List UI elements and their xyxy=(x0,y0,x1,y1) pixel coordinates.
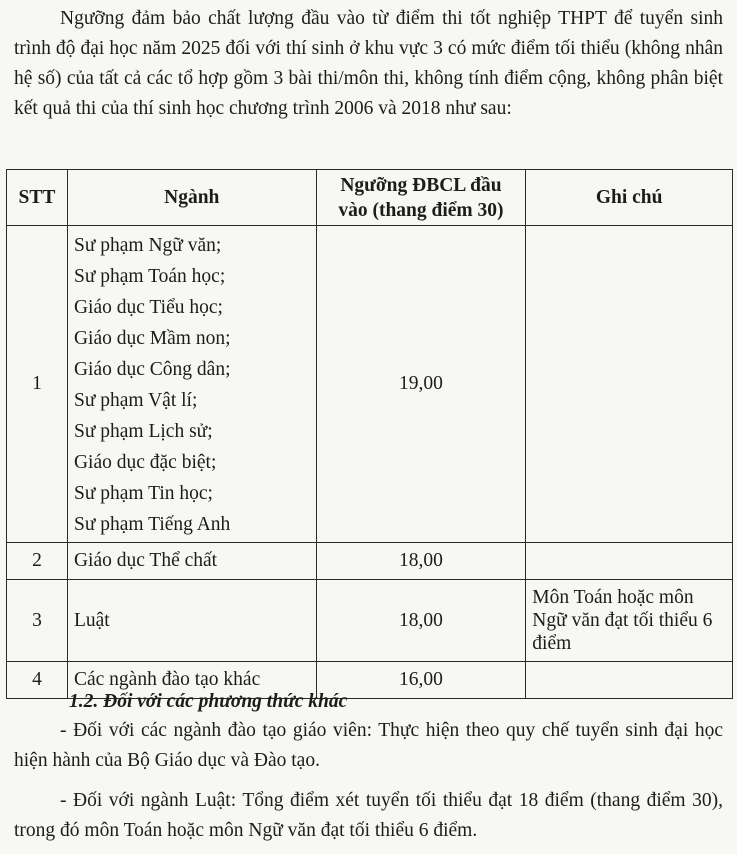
row4-score: 16,00 xyxy=(316,662,526,699)
row1-note xyxy=(526,226,733,543)
row2-stt: 2 xyxy=(7,543,68,580)
row1-majors xyxy=(67,226,316,543)
row3-note: Môn Toán hoặc môn Ngữ văn đạt tối thiểu 6 điểm xyxy=(526,580,733,662)
list-item: Giáo dục Mầm non; xyxy=(73,328,231,349)
row2-major: Giáo dục Thể chất xyxy=(67,543,316,580)
row2-score: 18,00 xyxy=(316,543,526,580)
list-item: Sư phạm Tiếng Anh xyxy=(73,514,231,535)
row1-score: 19,00 xyxy=(316,226,526,543)
table-header-row xyxy=(7,170,733,226)
intro-paragraph: Ngưỡng đảm bảo chất lượng đầu vào từ điểm thi tốt nghiệp THPT để tuyển sinh trình độ đại học năm 2025 đối với thí sinh ở khu vực 3 có mức điểm tối thiểu (không nhân hệ số) của tất cả các tổ hợp gồm 3 bài thi/môn thi, không tính điểm cộng, không phân biệt kết quả thi của thí sinh học chương trình 2006 và 2018 như sau: xyxy=(14,8,723,119)
list-item: Sư phạm Vật lí; xyxy=(73,390,198,411)
header-threshold-line1: Ngưỡng ĐBCL đầu xyxy=(340,174,502,196)
row4-major: Các ngành đào tạo khác xyxy=(67,662,316,699)
row4-note xyxy=(526,662,733,699)
major-list xyxy=(74,226,310,542)
table-row xyxy=(7,543,733,580)
threshold-table xyxy=(6,169,733,699)
list-item: Giáo dục đặc biệt; xyxy=(73,452,217,473)
list-item: Sư phạm Lịch sử; xyxy=(73,421,213,442)
header-note: Ghi chú xyxy=(526,170,733,226)
list-item: Sư phạm Tin học; xyxy=(73,483,213,504)
row3-score: 18,00 xyxy=(316,580,526,662)
list-item: Giáo dục Công dân; xyxy=(73,359,231,380)
header-nganh: Ngành xyxy=(67,170,316,226)
header-threshold-line2: vào (thang điểm 30) xyxy=(338,199,504,221)
header-stt: STT xyxy=(7,170,68,226)
list-item: Sư phạm Toán học; xyxy=(73,266,226,287)
header-threshold xyxy=(316,170,526,226)
row4-stt: 4 xyxy=(7,662,68,699)
table-row xyxy=(7,580,733,662)
list-item: Giáo dục Tiểu học; xyxy=(73,297,223,318)
row3-major: Luật xyxy=(67,580,316,662)
section-title: 1.2. Đối với các phương thức khác xyxy=(69,691,348,712)
paragraph-law: - Đối với ngành Luật: Tổng điểm xét tuyển tối thiểu đạt 18 điểm (thang điểm 30), trong đó môn Toán hoặc môn Ngữ văn đạt tối thiểu 6 điểm. xyxy=(14,790,723,841)
row2-note xyxy=(526,543,733,580)
paragraph-teacher-training: - Đối với các ngành đào tạo giáo viên: Thực hiện theo quy chế tuyển sinh đại học hiện hành của Bộ Giáo dục và Đào tạo. xyxy=(14,720,723,771)
table-row xyxy=(7,226,733,543)
list-item: Sư phạm Ngữ văn; xyxy=(73,235,222,256)
row1-stt: 1 xyxy=(7,226,68,543)
row3-stt: 3 xyxy=(7,580,68,662)
